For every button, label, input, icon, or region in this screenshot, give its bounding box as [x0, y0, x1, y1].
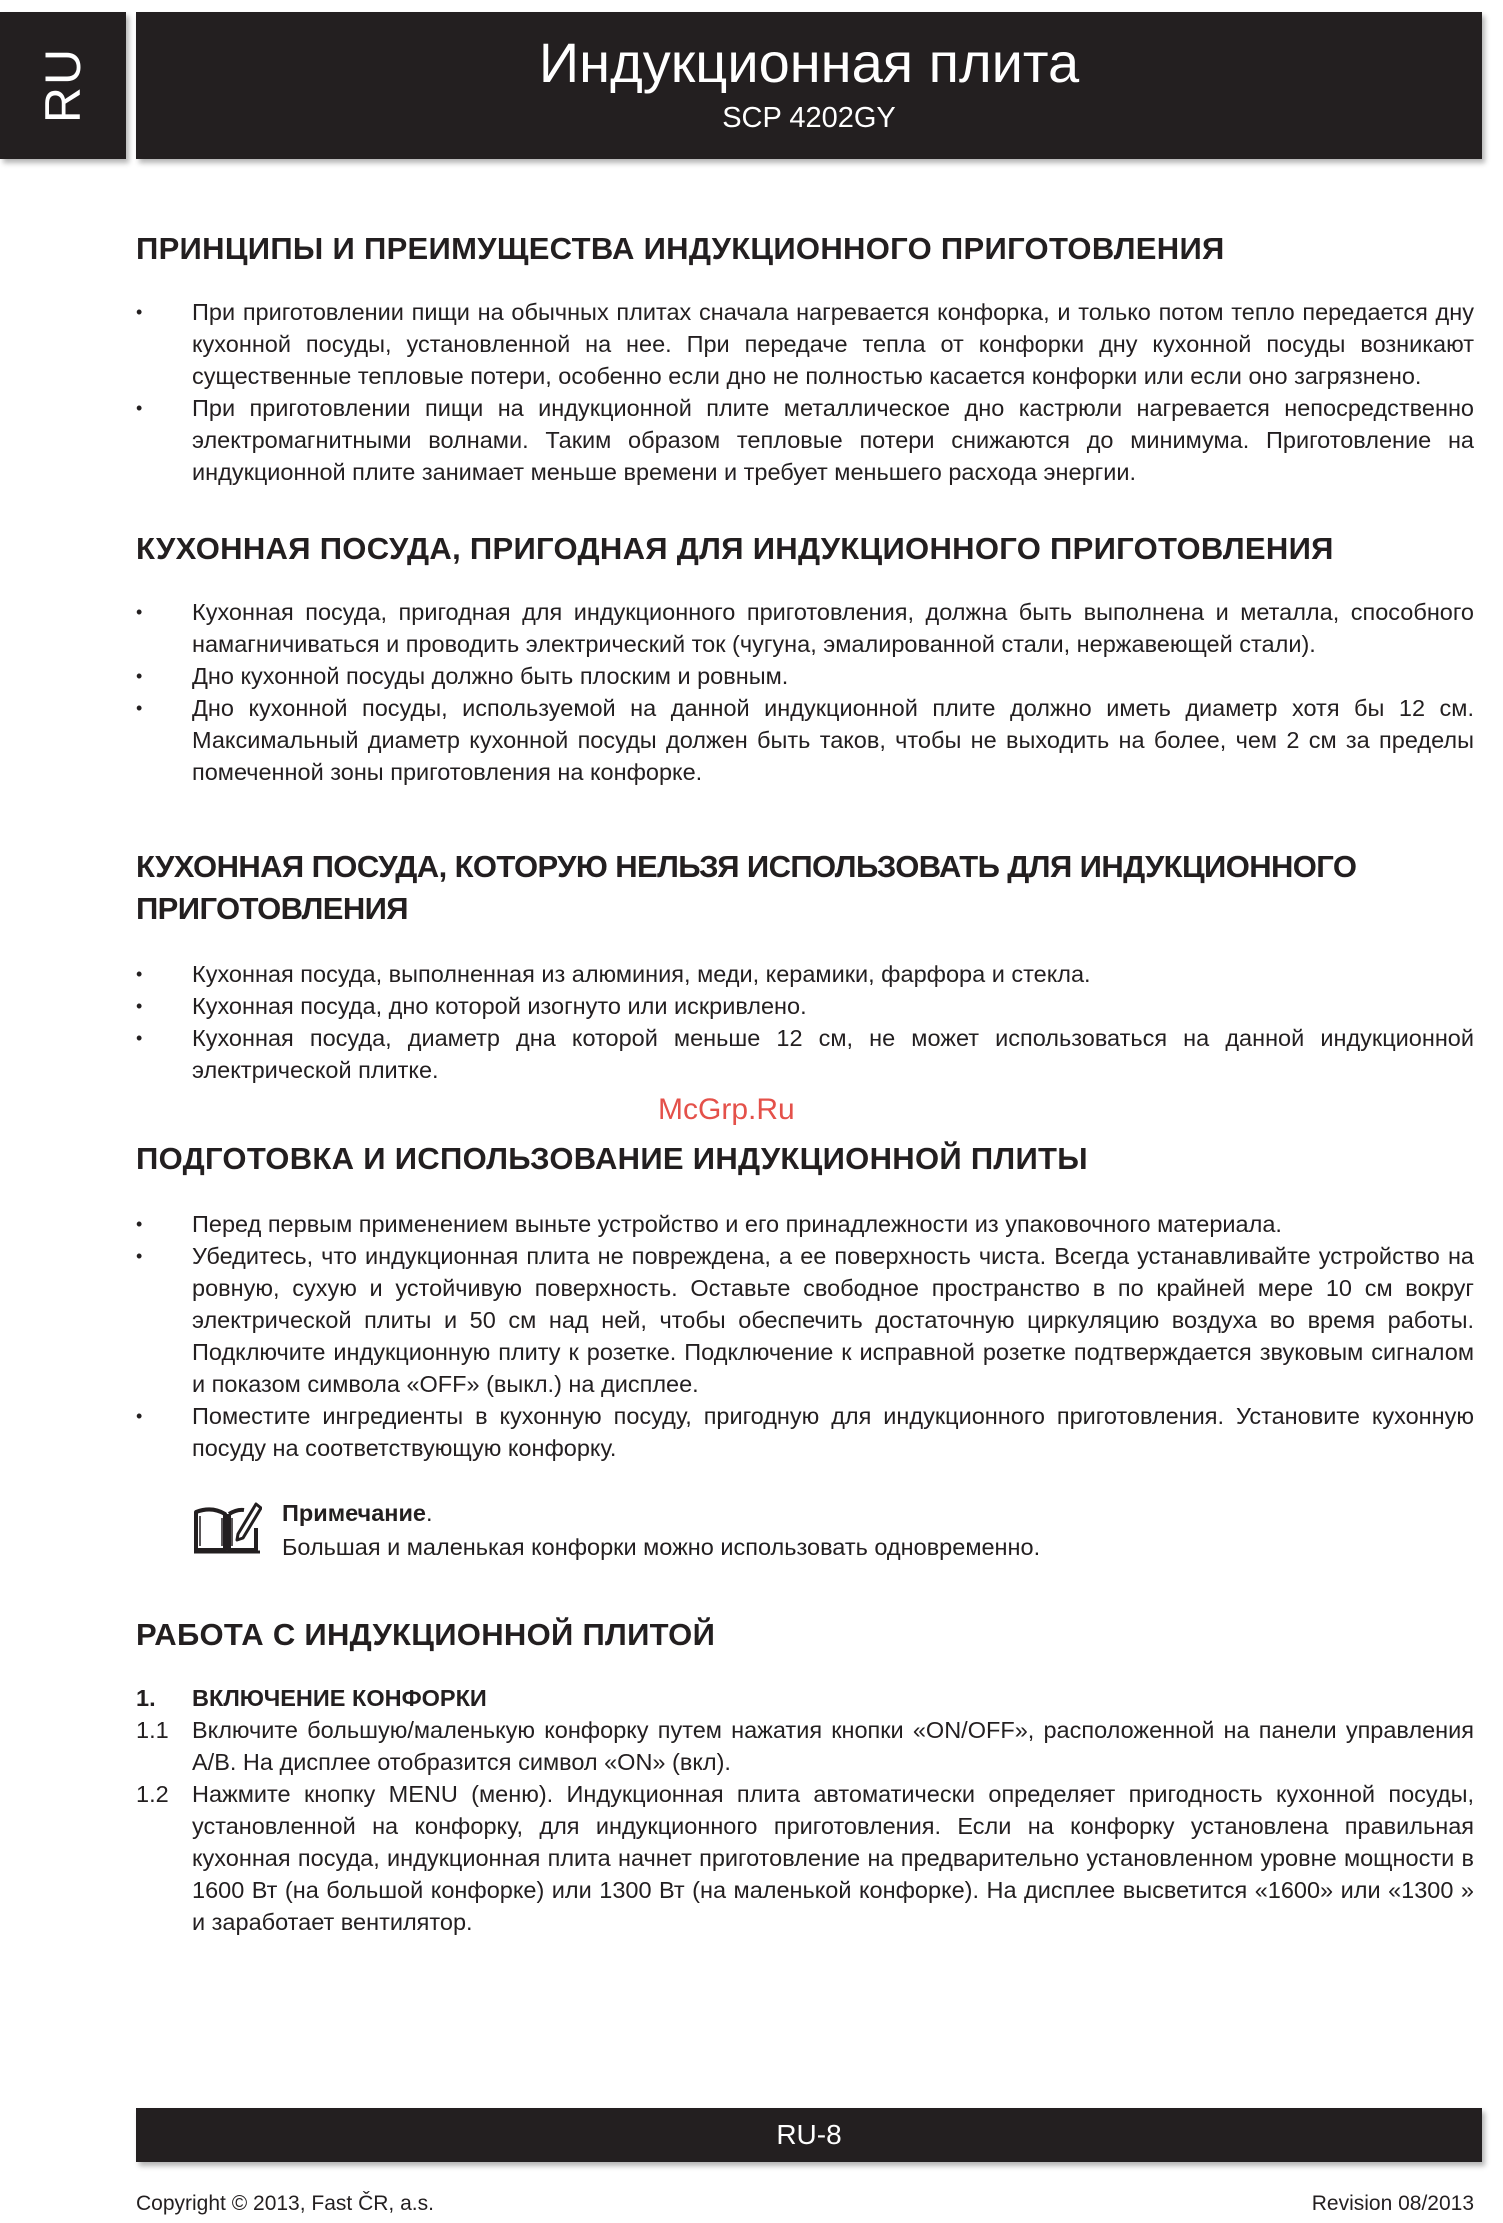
list-item: • Кухонная посуда, дно которой изогнуто или искривлено.	[136, 990, 1474, 1022]
list-item: • Кухонная посуда, выполненная из алюминия, меди, керамики, фарфора и стекла.	[136, 958, 1474, 990]
section-heading: ПРИНЦИПЫ И ПРЕИМУЩЕСТВА ИНДУКЦИОННОГО ПРИГОТОВЛЕНИЯ	[136, 231, 1225, 266]
list-item: • Кухонная посуда, диаметр дна которой меньше 12 см, не может использоваться на данной индукционной электрической плитке.	[136, 1022, 1474, 1086]
revision: Revision 08/2013	[1311, 2192, 1474, 2215]
section-principles	[136, 228, 1474, 488]
step-item	[136, 1714, 1474, 1778]
step-number: 1.2	[136, 1781, 169, 1807]
list-item: • Поместите ингредиенты в кухонную посуду, пригодную для индукционного приготовления. Установите кухонную посуду на соответствующую конфорку.	[136, 1400, 1474, 1464]
list-item: • Дно кухонной посуды должно быть плоским и ровным.	[136, 660, 1474, 692]
section-heading: РАБОТА С ИНДУКЦИОННОЙ ПЛИТОЙ	[136, 1617, 716, 1652]
section-heading: КУХОННАЯ ПОСУДА, ПРИГОДНАЯ ДЛЯ ИНДУКЦИОННОГО ПРИГОТОВЛЕНИЯ	[136, 531, 1334, 566]
note-text: Большая и маленькая конфорки можно использовать одновременно.	[282, 1534, 1041, 1560]
subsection-number: 1.	[136, 1685, 156, 1711]
footer-bar	[136, 2108, 1482, 2162]
list-item: • При приготовлении пищи на обычных плитах сначала нагревается конфорка, и только потом тепло передается дну кухонной посуды, установленной на нее. При передаче тепла от конфорки дну кухонной посуды возникают существенные тепловые потери, особенно если дно не полностью касается конфорки или если оно загрязнено.	[136, 296, 1474, 392]
page-title: Индукционная плита	[538, 31, 1080, 94]
copyright: Copyright © 2013, Fast ČR, a.s.	[136, 2192, 434, 2215]
section-heading: ПОДГОТОВКА И ИСПОЛЬЗОВАНИЕ ИНДУКЦИОННОЙ ПЛИТЫ	[136, 1141, 1088, 1176]
list-item: • При приготовлении пищи на индукционной плите металлическое дно кастрюли нагревается непосредственно электромагнитными волнами. Таким образом тепловые потери снижаются до минимума. Приготовление на индукционной плите занимает меньше времени и требует меньшего расхода энергии.	[136, 392, 1474, 488]
note-title: Примечание	[282, 1500, 426, 1526]
open-book-pencil-icon	[192, 1498, 262, 1565]
language-tab	[0, 12, 126, 159]
bullet-list	[136, 596, 1474, 788]
model-number: SCP 4202GY	[722, 102, 896, 134]
step-text: Нажмите кнопку MENU (меню). Индукционная плита автоматически определяет пригодность кухонной посуды, установленной на конфорку, для индукционного приготовления. Если на конфорку установлена правильная кухонная посуда, индукционная плита начнет приготовление на предварительно установленном уровне мощности в 1600 Вт (на большой конфорке) или 1300 Вт (на маленькой конфорке). На дисплее высветится «1600» или «1300 » и заработает вентилятор.	[192, 1781, 1474, 1935]
step-number: 1.1	[136, 1717, 169, 1743]
step-text: Включите большую/маленькую конфорку путем нажатия кнопки «ON/OFF», расположенной на панели управления A/B. На дисплее отобразится символ «ON» (вкл).	[192, 1717, 1474, 1775]
note-title-punct: .	[425, 1500, 433, 1526]
subsection-heading	[136, 1682, 1474, 1714]
section-heading: КУХОННАЯ ПОСУДА, КОТОРУЮ НЕЛЬЗЯ ИСПОЛЬЗОВАТЬ ДЛЯ ИНДУКЦИОННОГО ПРИГОТОВЛЕНИЯ	[136, 849, 1357, 926]
bullet-list	[136, 958, 1474, 1086]
bullet-list	[136, 296, 1474, 488]
list-item: • Дно кухонной посуды, используемой на данной индукционной плите должно иметь диаметр хотя бы 12 см. Максимальный диаметр кухонной посуды должен быть таков, чтобы не выходить на более, чем 2 см за пределы помеченной зоны приготовления на конфорке.	[136, 692, 1474, 788]
section-unsuitable-cookware	[136, 846, 1474, 1086]
title-bar	[136, 12, 1482, 159]
page-number: RU-8	[776, 2119, 842, 2150]
list-item: • Кухонная посуда, пригодная для индукционного приготовления, должна быть выполнена и металла, способного намагничиваться и проводить электрический ток (чугуна, эмалированной стали, нержавеющей стали).	[136, 596, 1474, 660]
step-item	[136, 1778, 1474, 1938]
bullet-list	[136, 1208, 1474, 1464]
note-block	[136, 1496, 1474, 1564]
list-item: • Убедитесь, что индукционная плита не повреждена, а ее поверхность чиста. Всегда устанавливайте устройство на ровную, сухую и устойчивую поверхность. Оставьте свободное пространство в по крайней мере 10 см вокруг электрической плиты и 50 см над ней, чтобы обеспечить достаточную циркуляцию воздуха во время работы. Подключите индукционную плиту к розетке. Подключение к исправной розетке подтверждается звуковым сигналом и показом символа «OFF» (выкл.) на дисплее.	[136, 1240, 1474, 1400]
subsection-title: ВКЛЮЧЕНИЕ КОНФОРКИ	[192, 1685, 487, 1711]
section-suitable-cookware	[136, 528, 1474, 788]
watermark: McGrp.Ru	[658, 1093, 795, 1126]
section-operation	[136, 1614, 1474, 1938]
list-item: • Перед первым применением выньте устройство и его принадлежности из упаковочного материала.	[136, 1208, 1474, 1240]
language-label: RU	[35, 46, 91, 124]
section-preparation	[136, 1138, 1474, 1464]
step-list	[136, 1714, 1474, 1938]
document-body	[136, 228, 1474, 1938]
